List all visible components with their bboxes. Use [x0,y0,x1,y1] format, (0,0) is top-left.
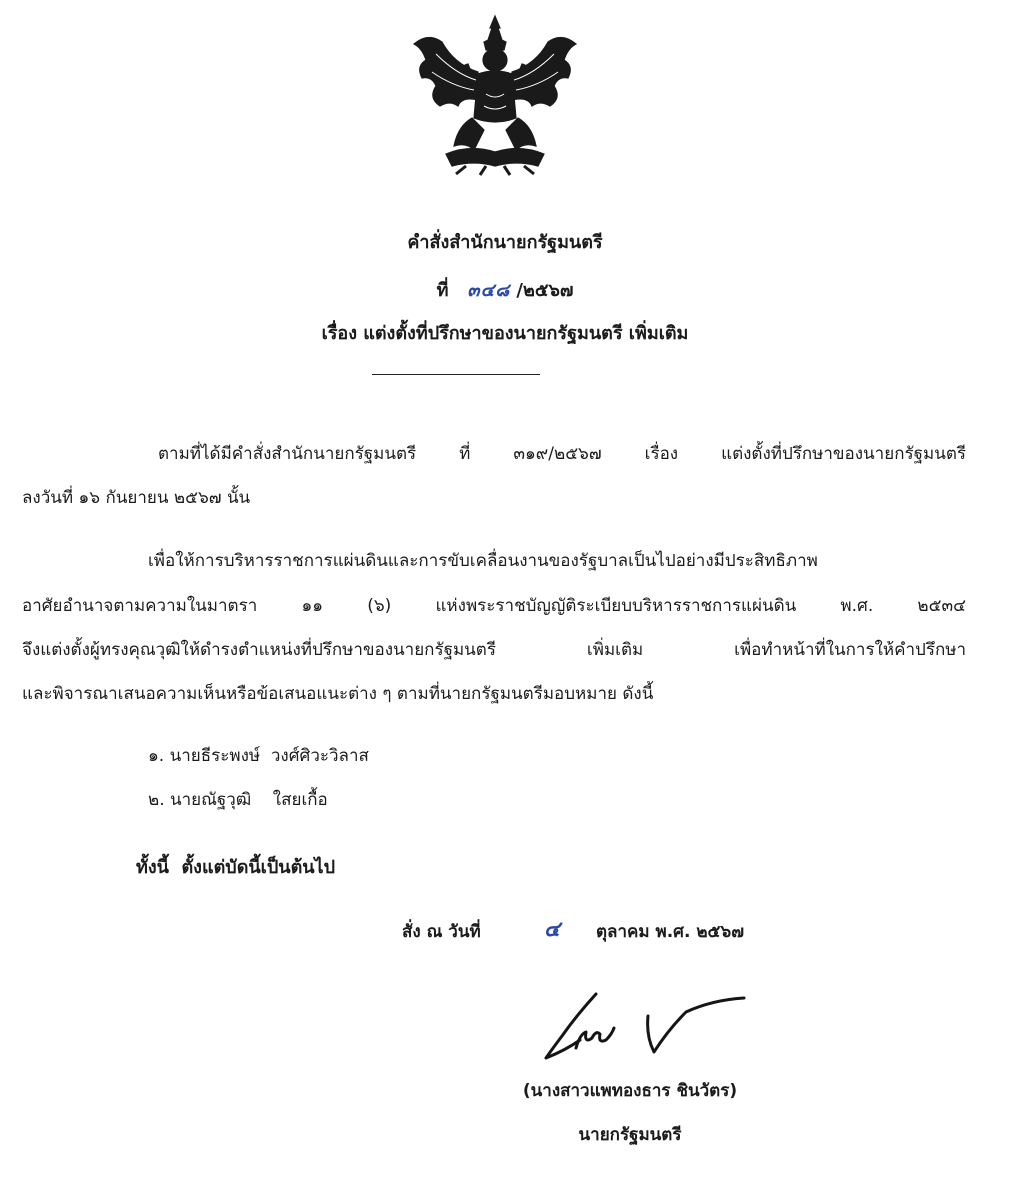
handwritten-signature [536,986,748,1066]
appointee-item: ๑. นายธีระพงษ์ วงศ์ศิวะวิลาส [148,746,369,766]
paragraph-1-line-1: ตามที่ได้มีคำสั่งสำนักนายกรัฐมนตรี ที่ ๓๑๙/๒๕๖๗ เรื่อง แต่งตั้งที่ปรึกษาของนายกรัฐมนตรี [158,444,966,464]
date-day-handwritten: ๔ [544,916,561,941]
date-prefix: สั่ง ณ วันที่ [402,922,481,942]
signatory-title: นายกรัฐมนตรี [578,1125,682,1145]
paragraph-1-line-2: ลงวันที่ ๑๖ กันยายน ๒๕๖๗ นั้น [22,488,251,508]
number-suffix: /๒๕๖๗ [516,280,574,301]
garuda-emblem-icon [406,14,584,176]
number-prefix: ที่ [436,280,449,301]
order-subject: เรื่อง แต่งตั้งที่ปรึกษาของนายกรัฐมนตรี เพิ่มเติม [321,323,689,344]
order-title: คำสั่งสำนักนายกรัฐมนตรี [407,232,603,253]
title-divider [372,374,540,375]
paragraph-2-line-1: เพื่อให้การบริหารราชการแผ่นดินและการขับเคลื่อนงานของรัฐบาลเป็นไปอย่างมีประสิทธิภาพ [148,551,818,571]
order-number [0,275,1010,304]
paragraph-2-line-4: และพิจารณาเสนอความเห็นหรือข้อเสนอแนะต่าง ๆ ตามที่นายกรัฐมนตรีมอบหมาย ดังนี้ [22,684,654,704]
effective-statement: ทั้งนี้ ตั้งแต่บัดนี้เป็นต้นไป [136,857,336,878]
appointee-item: ๒. นายณัฐวุฒิ ใสยเกื้อ [148,790,328,810]
signatory-name: (นางสาวแพทองธาร ชินวัตร) [522,1081,738,1101]
paragraph-2-line-3: จึงแต่งตั้งผู้ทรงคุณวุฒิให้ดำรงตำแหน่งที่ปรึกษาของนายกรัฐมนตรี เพิ่มเติม เพื่อทำหน้าที่ในการให้คำปรึกษา [22,640,966,660]
paragraph-2-line-2: อาศัยอำนาจตามความในมาตรา ๑๑ (๖) แห่งพระราชบัญญัติระเบียบบริหารราชการแผ่นดิน พ.ศ. ๒๕๓๔ [22,596,966,616]
number-handwritten: ๓๔๘ [467,280,511,301]
date-suffix: ตุลาคม พ.ศ. ๒๕๖๗ [596,922,744,942]
